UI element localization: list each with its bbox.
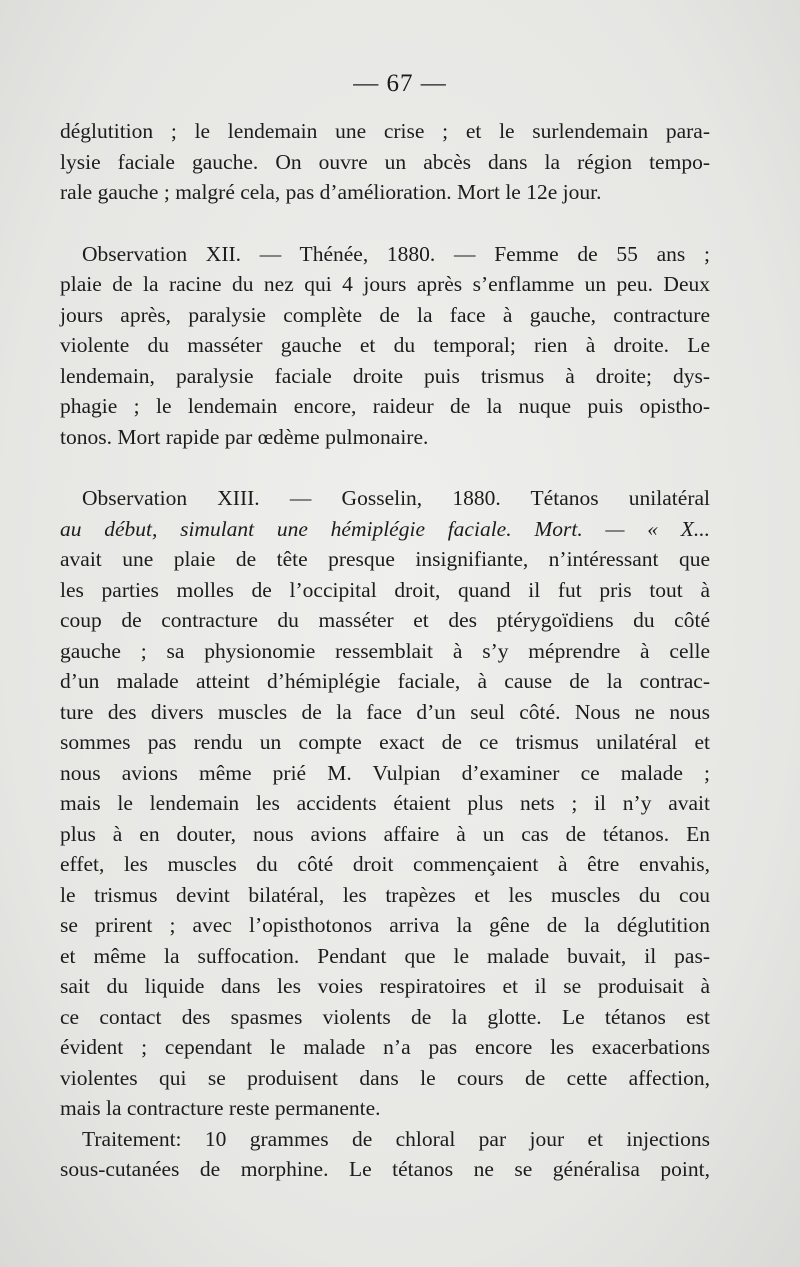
- text-line: déglutition ; le lendemain une crise ; et le surlendemain para-: [60, 119, 710, 143]
- text-line: avait une plaie de tête presque insignifiante, n’intéressant que: [60, 547, 710, 571]
- text-line: nous avions même prié M. Vulpian d’examiner ce malade ;: [60, 760, 710, 785]
- observation-xiii-heading: Observation XIII. — Gosselin, 1880. Tétanos unilatéral: [82, 486, 710, 510]
- text-line: lendemain, paralysie faciale droite puis trismus à droite; dys-: [60, 363, 710, 388]
- page-number: — 67 —: [353, 70, 447, 97]
- text-line: et même la suffocation. Pendant que le malade buvait, il pas-: [60, 943, 710, 968]
- text-line: sous-cutanées de morphine. Le tétanos ne se généralisa point,: [60, 1157, 710, 1181]
- text-line: effet, les muscles du côté droit commençaient à être envahis,: [60, 852, 710, 876]
- text-line: mais le lendemain les accidents étaient plus nets ; il n’y avait: [60, 791, 710, 815]
- text-line: violente du masséter gauche et du temporal; rien à droite. Le: [60, 333, 710, 357]
- text-line: phagie ; le lendemain encore, raideur de la nuque puis opistho-: [60, 394, 710, 418]
- page-body: [60, 116, 710, 1185]
- text-line: le trismus devint bilatéral, les trapèzes et les muscles du cou: [60, 882, 710, 907]
- text-line: d’un malade atteint d’hémiplégie faciale, à cause de la contrac-: [60, 669, 710, 693]
- text-line: évident ; cependant le malade n’a pas encore les exacerbations: [60, 1035, 710, 1059]
- text-line: se prirent ; avec l’opisthotonos arriva la gêne de la déglutition: [60, 913, 710, 937]
- text-line: gauche ; sa physionomie ressemblait à s’y méprendre à celle: [60, 638, 710, 663]
- text-line: plus à en douter, nous avions affaire à un cas de tétanos. En: [60, 821, 710, 846]
- text-line: ture des divers muscles de la face d’un seul côté. Nous ne nous: [60, 699, 710, 724]
- text-line: lysie faciale gauche. On ouvre un abcès dans la région tempo-: [60, 149, 710, 174]
- observation-xii-heading: Observation XII. — Thénée, 1880. — Femme de 55 ans ;: [82, 241, 710, 266]
- text-line: Traitement: 10 grammes de chloral par jour et injections: [82, 1126, 710, 1151]
- text-line: mais la contracture reste permanente.: [60, 1096, 381, 1120]
- text-line: les parties molles de l’occipital droit, quand il fut pris tout à: [60, 577, 710, 602]
- text-line: tonos. Mort rapide par œdème pulmonaire.: [60, 424, 429, 449]
- text-line: coup de contracture du masséter et des ptérygoïdiens du côté: [60, 608, 710, 632]
- text-line: sommes pas rendu un compte exact de ce trismus unilatéral et: [60, 730, 710, 754]
- text-line: sait du liquide dans les voies respiratoires et il se produisait à: [60, 974, 710, 998]
- text-line: ce contact des spasmes violents de la glotte. Le tétanos est: [60, 1004, 710, 1029]
- text-line: rale gauche ; malgré cela, pas d’amélioration. Mort le 12e jour.: [60, 180, 602, 204]
- text-line: jours après, paralysie complète de la face à gauche, contracture: [60, 302, 710, 327]
- text-line: au début, simulant une hémiplégie faciale. Mort. — « X...: [60, 516, 710, 541]
- text-line: violentes qui se produisent dans le cours de cette affection,: [60, 1065, 710, 1090]
- text-line: plaie de la racine du nez qui 4 jours après s’enflamme un peu. Deux: [60, 272, 710, 296]
